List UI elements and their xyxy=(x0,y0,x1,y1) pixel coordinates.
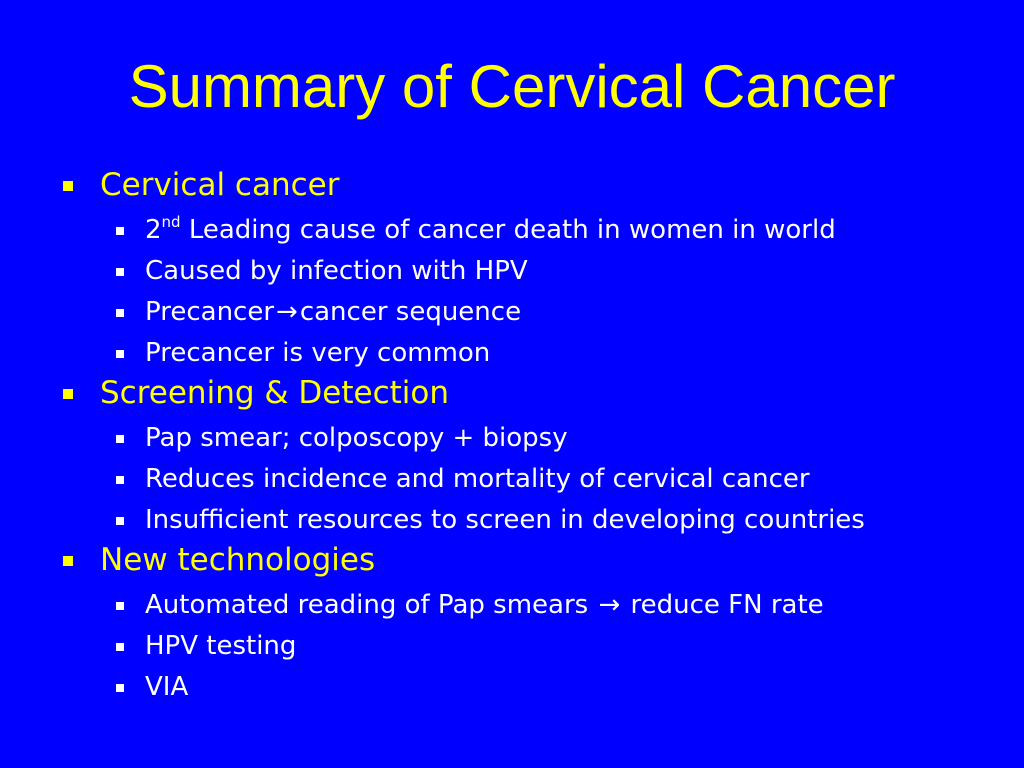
section-heading: Cervical cancer xyxy=(100,167,340,203)
sub-bullet-text: 2nd Leading cause of cancer death in women in world xyxy=(145,213,836,245)
square-bullet-icon xyxy=(116,268,124,276)
bullet-outline xyxy=(60,163,1010,705)
section-new-technologies xyxy=(60,538,1010,705)
square-bullet-icon xyxy=(116,684,124,692)
sub-bullet-text: VIA xyxy=(145,672,189,702)
sub-bullet-list xyxy=(60,415,1010,538)
square-bullet-icon xyxy=(63,556,73,566)
sub-bullet-text: Precancer is very common xyxy=(145,338,491,368)
sub-bullet-text: Pap smear; colposcopy + biopsy xyxy=(145,423,568,453)
sub-bullet-text: Caused by infection with HPV xyxy=(145,256,528,286)
sub-bullet-list xyxy=(60,582,1010,705)
sub-bullet-text: HPV testing xyxy=(145,631,297,661)
section-screening-detection xyxy=(60,371,1010,538)
square-bullet-icon xyxy=(116,435,124,443)
sub-bullet-text: Precancer→cancer sequence xyxy=(145,289,521,335)
square-bullet-icon xyxy=(63,181,73,191)
sub-bullet-text: Insufficient resources to screen in developing countries xyxy=(145,505,865,535)
sub-bullet-list xyxy=(60,207,1010,371)
sub-bullet-item xyxy=(60,623,1010,664)
sub-bullet-item xyxy=(60,289,1010,330)
square-bullet-icon xyxy=(63,389,73,399)
sub-bullet-item xyxy=(60,456,1010,497)
square-bullet-icon xyxy=(116,476,124,484)
square-bullet-icon xyxy=(116,350,124,358)
square-bullet-icon xyxy=(116,602,124,610)
section-heading: New technologies xyxy=(100,542,376,578)
sub-bullet-text: Automated reading of Pap smears → reduce FN rate xyxy=(145,582,824,628)
sub-bullet-item xyxy=(60,664,1010,705)
square-bullet-icon xyxy=(116,309,124,317)
sub-bullet-item xyxy=(60,415,1010,456)
square-bullet-icon xyxy=(116,227,124,235)
slide-title: Summary of Cervical Cancer xyxy=(128,53,896,120)
sub-bullet-item xyxy=(60,330,1010,371)
sub-bullet-item xyxy=(60,582,1010,623)
sub-bullet-item xyxy=(60,497,1010,538)
sub-bullet-item xyxy=(60,207,1010,248)
sub-bullet-item xyxy=(60,248,1010,289)
right-arrow-icon: → xyxy=(598,590,621,620)
ordinal-superscript: nd xyxy=(161,213,181,231)
sub-bullet-text: Reduces incidence and mortality of cervical cancer xyxy=(145,464,810,494)
right-arrow-icon: → xyxy=(276,297,298,327)
section-cervical-cancer xyxy=(60,163,1010,371)
section-heading: Screening & Detection xyxy=(100,375,449,411)
square-bullet-icon xyxy=(116,643,124,651)
square-bullet-icon xyxy=(116,517,124,525)
